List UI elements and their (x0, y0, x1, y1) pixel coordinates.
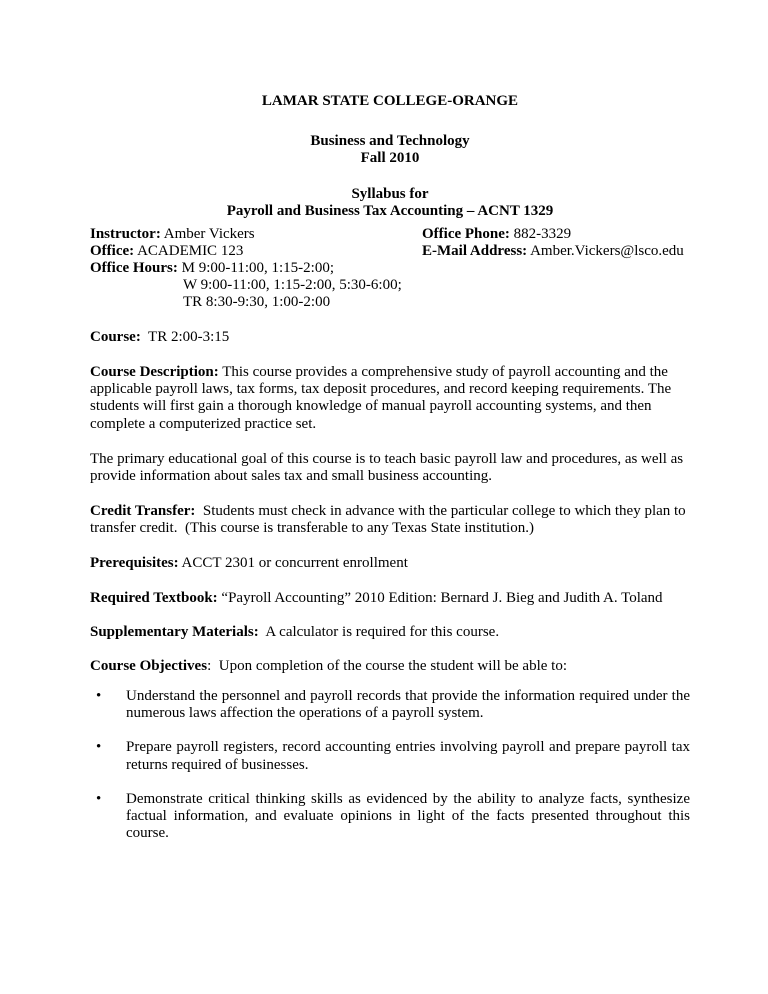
description-value: This course provides a comprehensive study of payroll accounting and the applicable payroll laws, tax forms, tax deposit procedures, and record keeping requirements. The students will first gain a thorough knowledge of manual payroll accounting systems, and then complete a computerized practice set. (90, 364, 672, 432)
instructor-name: Amber Vickers (160, 226, 255, 242)
prerequisites (90, 555, 688, 572)
supp-value: A calculator is required for this course. (258, 624, 500, 640)
textbook-value: “Payroll Accounting” 2010 Edition: Bernard J. Bieg and Judith A. Toland (217, 590, 663, 606)
bullet-icon: • (96, 688, 102, 704)
objective-item (90, 688, 690, 722)
objective-text: Understand the personnel and payroll records that provide the information required under the numerous laws affection the operations of a payroll system. (126, 688, 690, 722)
supp-label: Supplementary Materials: (90, 624, 259, 640)
course-description (90, 364, 688, 433)
syllabus-title-block (90, 186, 690, 220)
prereq-label: Prerequisites: (90, 555, 179, 571)
prereq-value: ACCT 2301 or concurrent enrollment (178, 555, 408, 571)
email-line (422, 243, 684, 260)
phone-label: Office Phone: (422, 226, 510, 242)
department-block (90, 133, 690, 167)
textbook-label: Required Textbook: (90, 590, 218, 606)
supplementary-materials (90, 624, 688, 641)
office-hours-value: M 9:00-11:00, 1:15-2:00; (177, 260, 334, 276)
phone-line (422, 226, 684, 243)
credit-label: Credit Transfer: (90, 503, 196, 519)
description-label: Course Description: (90, 364, 219, 380)
credit-value: Students must check in advance with the particular college to which they plan to transfer credit. (This course is transferable to any Texas State institution.) (90, 503, 690, 537)
educational-goal: The primary educational goal of this course is to teach basic payroll law and procedures, as well as provide information about sales tax and small business accounting. (90, 451, 684, 485)
term: Fall 2010 (360, 150, 420, 166)
bullet-icon: • (96, 790, 102, 807)
syllabus-for: Syllabus for (351, 186, 429, 202)
objectives-value: : Upon completion of the course the student will be able to: (207, 658, 567, 674)
instructor-info (90, 226, 690, 311)
office-hours-label: Office Hours: (90, 260, 178, 276)
required-textbook (90, 590, 688, 607)
objective-text: Demonstrate critical thinking skills as evidenced by the ability to analyze facts, synthesize factual information, and evaluate opinions in light of the facts presented throughout this course. (126, 790, 690, 842)
instructor-label: Instructor: (90, 226, 161, 242)
office-value: ACADEMIC 123 (134, 243, 244, 259)
objectives-list (90, 688, 690, 859)
institution-title: LAMAR STATE COLLEGE-ORANGE (261, 93, 519, 109)
objective-item (90, 739, 690, 773)
course-objectives-intro (90, 658, 688, 675)
bullet-icon: • (96, 739, 102, 756)
email-label: E-Mail Address: (422, 243, 528, 259)
course-value: TR 2:00-3:15 (140, 329, 230, 345)
phone-value: 882-3329 (509, 226, 572, 242)
office-hours-line-3: TR 8:30-9:30, 1:00-2:00 (183, 294, 331, 310)
objectives-label: Course Objectives (90, 658, 208, 674)
office-label: Office: (90, 243, 135, 259)
objective-text: Prepare payroll registers, record accounting entries involving payroll and prepare payroll tax returns required of businesses. (126, 739, 690, 773)
objective-item (90, 791, 690, 843)
email-value[interactable]: Amber.Vickers@lsco.edu (527, 243, 684, 259)
department-name: Business and Technology (310, 133, 470, 149)
office-hours-line (90, 260, 690, 277)
course-title: Payroll and Business Tax Accounting – ACNT 1329 (226, 203, 554, 219)
course-label: Course: (90, 329, 141, 345)
contact-info (422, 226, 684, 260)
office-hours-line-2: W 9:00-11:00, 1:15-2:00, 5:30-6:00; (183, 277, 402, 293)
course-time (90, 329, 688, 346)
credit-transfer (90, 503, 688, 537)
